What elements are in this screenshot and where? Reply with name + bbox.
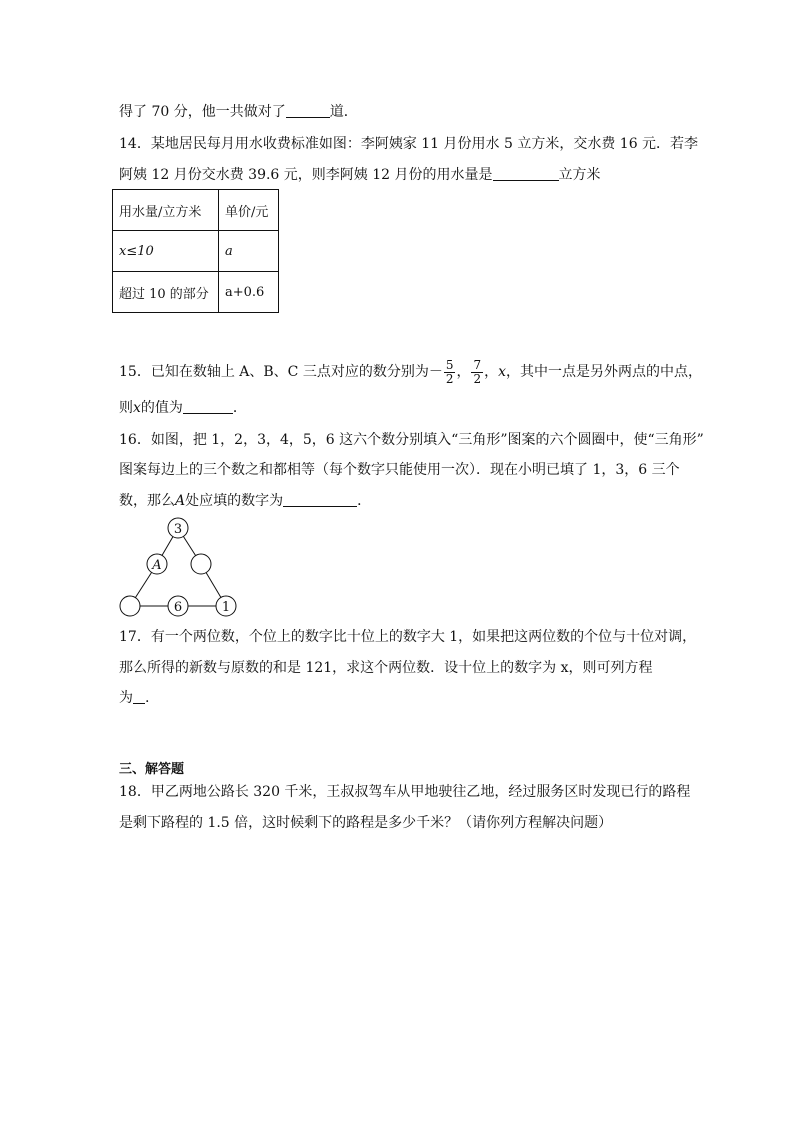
water-fee-table [112,189,279,313]
q17-line3-end: . [145,690,150,706]
section-title: 三、解答题 [119,762,185,777]
table-cell: x≤10 [113,231,219,272]
q16-line3-end: ． [357,493,372,509]
fraction-5-2 [444,359,456,386]
q16-line2: 图案每边上的三个数之和都相等（每个数字只能使用一次）．现在小明已填了 1，3，6 三个 [119,462,680,478]
q15-var-x: x [498,364,507,380]
q15-answer-blank [183,399,233,414]
q13-suffix: 道． [329,104,358,120]
table-cell: a [219,231,279,272]
circle-bottom-mid-label: 6 [173,600,183,615]
circle-left-mid-label: A [152,558,162,573]
triangle-figure [112,512,242,622]
q16-answer-blank [283,492,357,507]
q17-line3-text: 为 [119,690,133,706]
q15-sep: ， [484,364,499,380]
q15-line2-end: ． [232,400,247,416]
table-header-cell: 用水量/立方米 [113,190,219,231]
q13-answer-blank [286,103,330,118]
table-row [113,231,279,272]
table-header-cell: 单价/元 [219,190,279,231]
q15-line2 [119,398,247,418]
q15-neg: － [428,364,443,380]
table-cell: a+0.6 [219,272,279,313]
circle-bottom-left [120,596,140,616]
fraction-denominator: 2 [445,371,454,386]
q14-line1: 14．某地居民每月用水收费标准如图：李阿姨家 11 月份用水 5 立方米，交水费 16 元．若李 [119,136,699,152]
q14-line2-unit: 立方米 [558,167,601,183]
q15-line1 [119,358,702,386]
q15-sep: ， [456,364,471,380]
circle-right-mid [191,554,211,574]
q13-tail [119,102,358,122]
q16-line3-text: 数，那么 [119,493,175,509]
q14-line2 [119,165,601,185]
q16-line3-text: 处应填的数字为 [185,493,284,509]
q16-line3-var: A [175,493,186,509]
q14-answer-blank [493,166,559,181]
table-cell: 超过 10 的部分 [113,272,219,313]
fraction-numerator: 5 [445,357,454,372]
q16-line1: 16．如图，把 1，2，3，4，5，6 这六个数分别填入“三角形”图案的六个圆圈中，使“三角形” [119,432,704,448]
q15-line2-text: 的值为 [140,400,183,416]
circle-top-label: 3 [173,522,183,537]
q16-line3 [119,491,371,511]
fraction-denominator: 2 [473,371,482,386]
q17-line1: 17．有一个两位数，个位上的数字比十位上的数字大 1，如果把这两位数的个位与十位对调， [119,629,697,645]
q14-line2-text: 阿姨 12 月份交水费 39.6 元，则李阿姨 12 月份的用水量是 [119,167,493,183]
q15-line2-var: x [133,400,141,416]
q17-line2: 那么所得的新数与原数的和是 121，求这个两位数．设十位上的数字为 x，则可列方程 [119,660,653,676]
q18-line1: 18．甲乙两地公路长 320 千米，王叔叔驾车从甲地驶往乙地，经过服务区时发现已行的路程 [119,784,691,800]
table-row [113,272,279,313]
fraction-numerator: 7 [473,357,482,372]
q15-line2-text: 则 [119,400,133,416]
q17-answer-blank [133,689,145,704]
circle-bottom-right-label: 1 [221,600,231,615]
table-row [113,190,279,231]
q15-text-post: ，其中一点是另外两点的中点， [506,364,703,380]
q13-text: 得了 70 分，他一共做对了 [119,104,286,120]
fraction-7-2 [471,359,483,386]
q17-line3 [119,688,149,708]
q18-line2: 是剩下路程的 1.5 倍，这时候剩下的路程是多少千米？（请你列方程解决问题） [119,815,613,831]
q15-text: 15．已知在数轴上 A、B、C 三点对应的数分别为 [119,364,429,380]
